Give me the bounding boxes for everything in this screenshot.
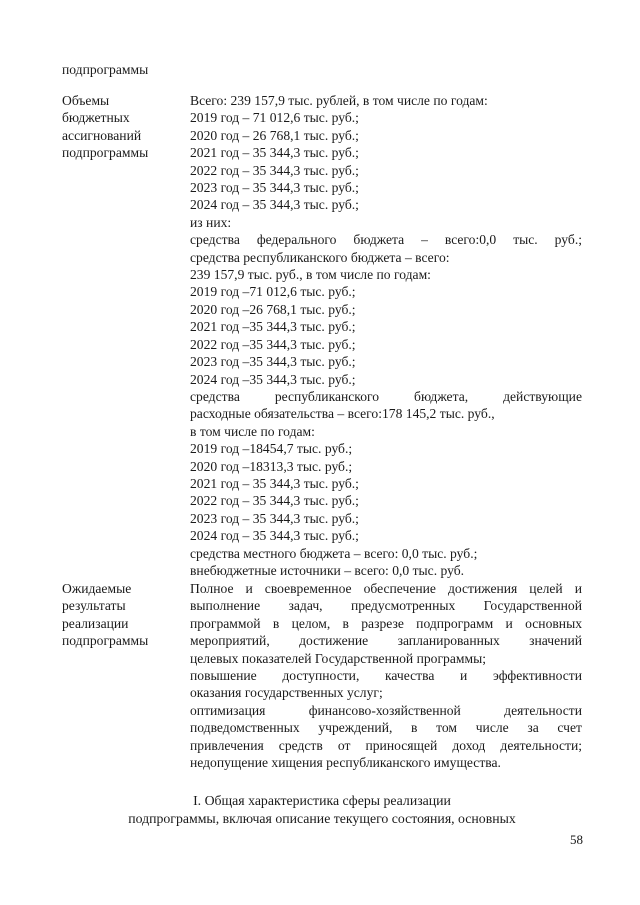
results-line: выполнение задач, предусмотренных Государственной xyxy=(190,598,582,614)
funding-line: 2023 год –35 344,3 тыс. руб.; xyxy=(190,354,356,370)
funding-line: 2024 год – 35 344,3 тыс. руб.; xyxy=(190,197,359,213)
funding-line: 2022 год – 35 344,3 тыс. руб.; xyxy=(190,493,359,509)
funding-label xyxy=(62,92,174,162)
funding-line: 2020 год – 26 768,1 тыс. руб.; xyxy=(190,127,359,143)
funding-line: средства республиканского бюджета – всего: xyxy=(190,249,450,265)
funding-label-line: Объемы xyxy=(62,93,110,108)
funding-line: 2019 год – 71 012,6 тыс. руб.; xyxy=(190,110,359,126)
funding-label-line: подпрограммы xyxy=(62,145,149,161)
funding-line: расходные обязательства – всего:178 145,2 тыс. руб., xyxy=(190,406,495,422)
funding-line: внебюджетные источники – всего: 0,0 тыс. руб. xyxy=(190,562,465,578)
funding-label-line: ассигнований xyxy=(62,127,142,143)
results-line: недопущение хищения республиканского имущества. xyxy=(190,755,501,771)
page-number: 58 xyxy=(570,832,583,847)
results-line: программой в целом, в разрезе подпрограмм и основных xyxy=(190,615,582,631)
results-line: целевых показателей Государственной программы; xyxy=(190,650,486,666)
results-line: оказания государственных услуг; xyxy=(190,685,383,701)
funding-label-line: бюджетных xyxy=(62,110,130,126)
funding-line: 2023 год – 35 344,3 тыс. руб.; xyxy=(190,510,359,526)
funding-text xyxy=(190,92,582,579)
results-label-line: результаты xyxy=(62,598,126,614)
results-line: оптимизация финансово-хозяйственной деятельности xyxy=(190,702,582,718)
results-text xyxy=(190,580,582,771)
results-label xyxy=(62,580,174,650)
results-label-line: Ожидаемые xyxy=(62,581,132,596)
funding-line: средства местного бюджета – всего: 0,0 тыс. руб.; xyxy=(190,545,478,561)
funding-line: 2022 год – 35 344,3 тыс. руб.; xyxy=(190,162,359,178)
results-label-line: подпрограммы xyxy=(62,633,149,649)
funding-line: 2020 год –18313,3 тыс. руб.; xyxy=(190,458,353,474)
section-heading xyxy=(62,792,582,828)
results-line: подведомственных учреждений, в том числе за счет xyxy=(190,720,582,736)
funding-line: 2023 год – 35 344,3 тыс. руб.; xyxy=(190,180,359,196)
funding-line: 2019 год –18454,7 тыс. руб.; xyxy=(190,441,353,457)
results-line: привлечения средств от приносящей доход деятельности; xyxy=(190,737,582,753)
funding-line: 2021 год – 35 344,3 тыс. руб.; xyxy=(190,475,359,491)
funding-line: 2024 год –35 344,3 тыс. руб.; xyxy=(190,371,356,387)
funding-line: в том числе по годам: xyxy=(190,423,315,439)
funding-line: 239 157,9 тыс. руб., в том числе по годам: xyxy=(190,267,431,283)
continued-row-label: подпрограммы xyxy=(62,62,149,77)
funding-line: из них: xyxy=(190,214,232,230)
funding-line: средства республиканского бюджета, действующие xyxy=(190,388,582,404)
funding-line: 2022 год –35 344,3 тыс. руб.; xyxy=(190,336,356,352)
funding-line: 2024 год – 35 344,3 тыс. руб.; xyxy=(190,528,359,544)
results-line: повышение доступности, качества и эффективности xyxy=(190,668,582,684)
results-label-line: реализации xyxy=(62,615,129,631)
funding-line: 2019 год –71 012,6 тыс. руб.; xyxy=(190,284,356,300)
funding-line: 2021 год –35 344,3 тыс. руб.; xyxy=(190,319,356,335)
funding-line: 2020 год –26 768,1 тыс. руб.; xyxy=(190,301,356,317)
funding-line: Всего: 239 157,9 тыс. рублей, в том числе по годам: xyxy=(190,93,488,108)
funding-line: средства федерального бюджета – всего:0,0 тыс. руб.; xyxy=(190,232,582,248)
results-line: мероприятий, достижение запланированных значений xyxy=(190,633,582,649)
section-heading-line: подпрограммы, включая описание текущего состояния, основных xyxy=(128,811,516,826)
funding-line: 2021 год – 35 344,3 тыс. руб.; xyxy=(190,145,359,161)
section-heading-line: I. Общая характеристика сферы реализации xyxy=(193,793,451,808)
results-line: Полное и своевременное обеспечение достижения целей и xyxy=(190,581,582,596)
